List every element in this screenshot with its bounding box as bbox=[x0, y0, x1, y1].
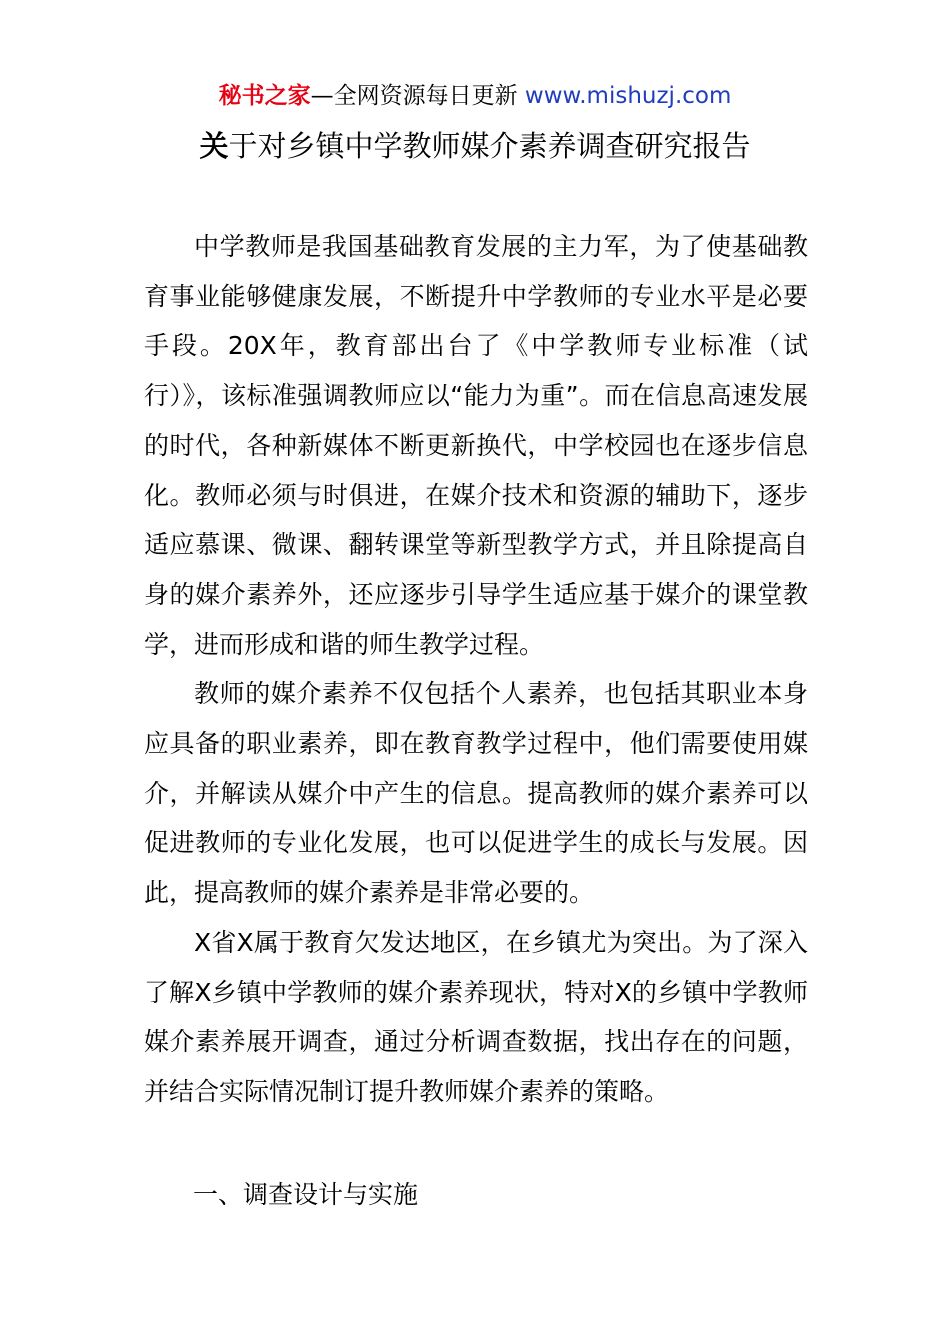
document-title bbox=[0, 126, 950, 166]
site-header bbox=[0, 80, 950, 112]
document-title-rest: 于对乡镇中学教师媒介素养调查研究报告 bbox=[228, 129, 751, 163]
site-tagline: —全网资源每日更新 bbox=[310, 83, 525, 109]
body-paragraph-1: 中学教师是我国基础教育发展的主力军，为了使基础教育事业能够健康发展，不断提升中学教师的专业水平是必要手段。20X年，教育部出台了《中学教师专业标准（试行）》，该标准强调教师应以“能力为重”。而在信息高速发展的时代，各种新媒体不断更新换代，中学校园也在逐步信息化。教师必须与时俱进，在媒介技术和资源的辅助下，逐步适应慕课、微课、翻转课堂等新型教学方式，并且除提高自身的媒介素养外，还应逐步引导学生适应基于媒介的课堂教学，进而形成和谐的师生教学过程。 bbox=[144, 232, 808, 659]
document-title-first-char: 关 bbox=[199, 129, 229, 163]
body-paragraph-2: 教师的媒介素养不仅包括个人素养，也包括其职业本身应具备的职业素养，即在教育教学过程中，他们需要使用媒介，并解读从媒介中产生的信息。提高教师的媒介素养可以促进教师的专业化发展，也可以促进学生的成长与发展。因此，提高教师的媒介素养是非常必要的。 bbox=[144, 679, 808, 908]
body-paragraph-3: X省X属于教育欠发达地区，在乡镇尤为突出。为了深入了解X乡镇中学教师的媒介素养现状，特对X的乡镇中学教师媒介素养展开调查，通过分析调查数据，找出存在的问题，并结合实际情况制订提升教师媒介素养的策略。 bbox=[144, 927, 808, 1106]
site-brand: 秘书之家 bbox=[218, 83, 311, 109]
section-heading: 一、调查设计与实施 bbox=[193, 1180, 419, 1209]
site-url-link[interactable]: www.mishuzj.com bbox=[524, 83, 732, 109]
document-body bbox=[144, 222, 808, 1117]
